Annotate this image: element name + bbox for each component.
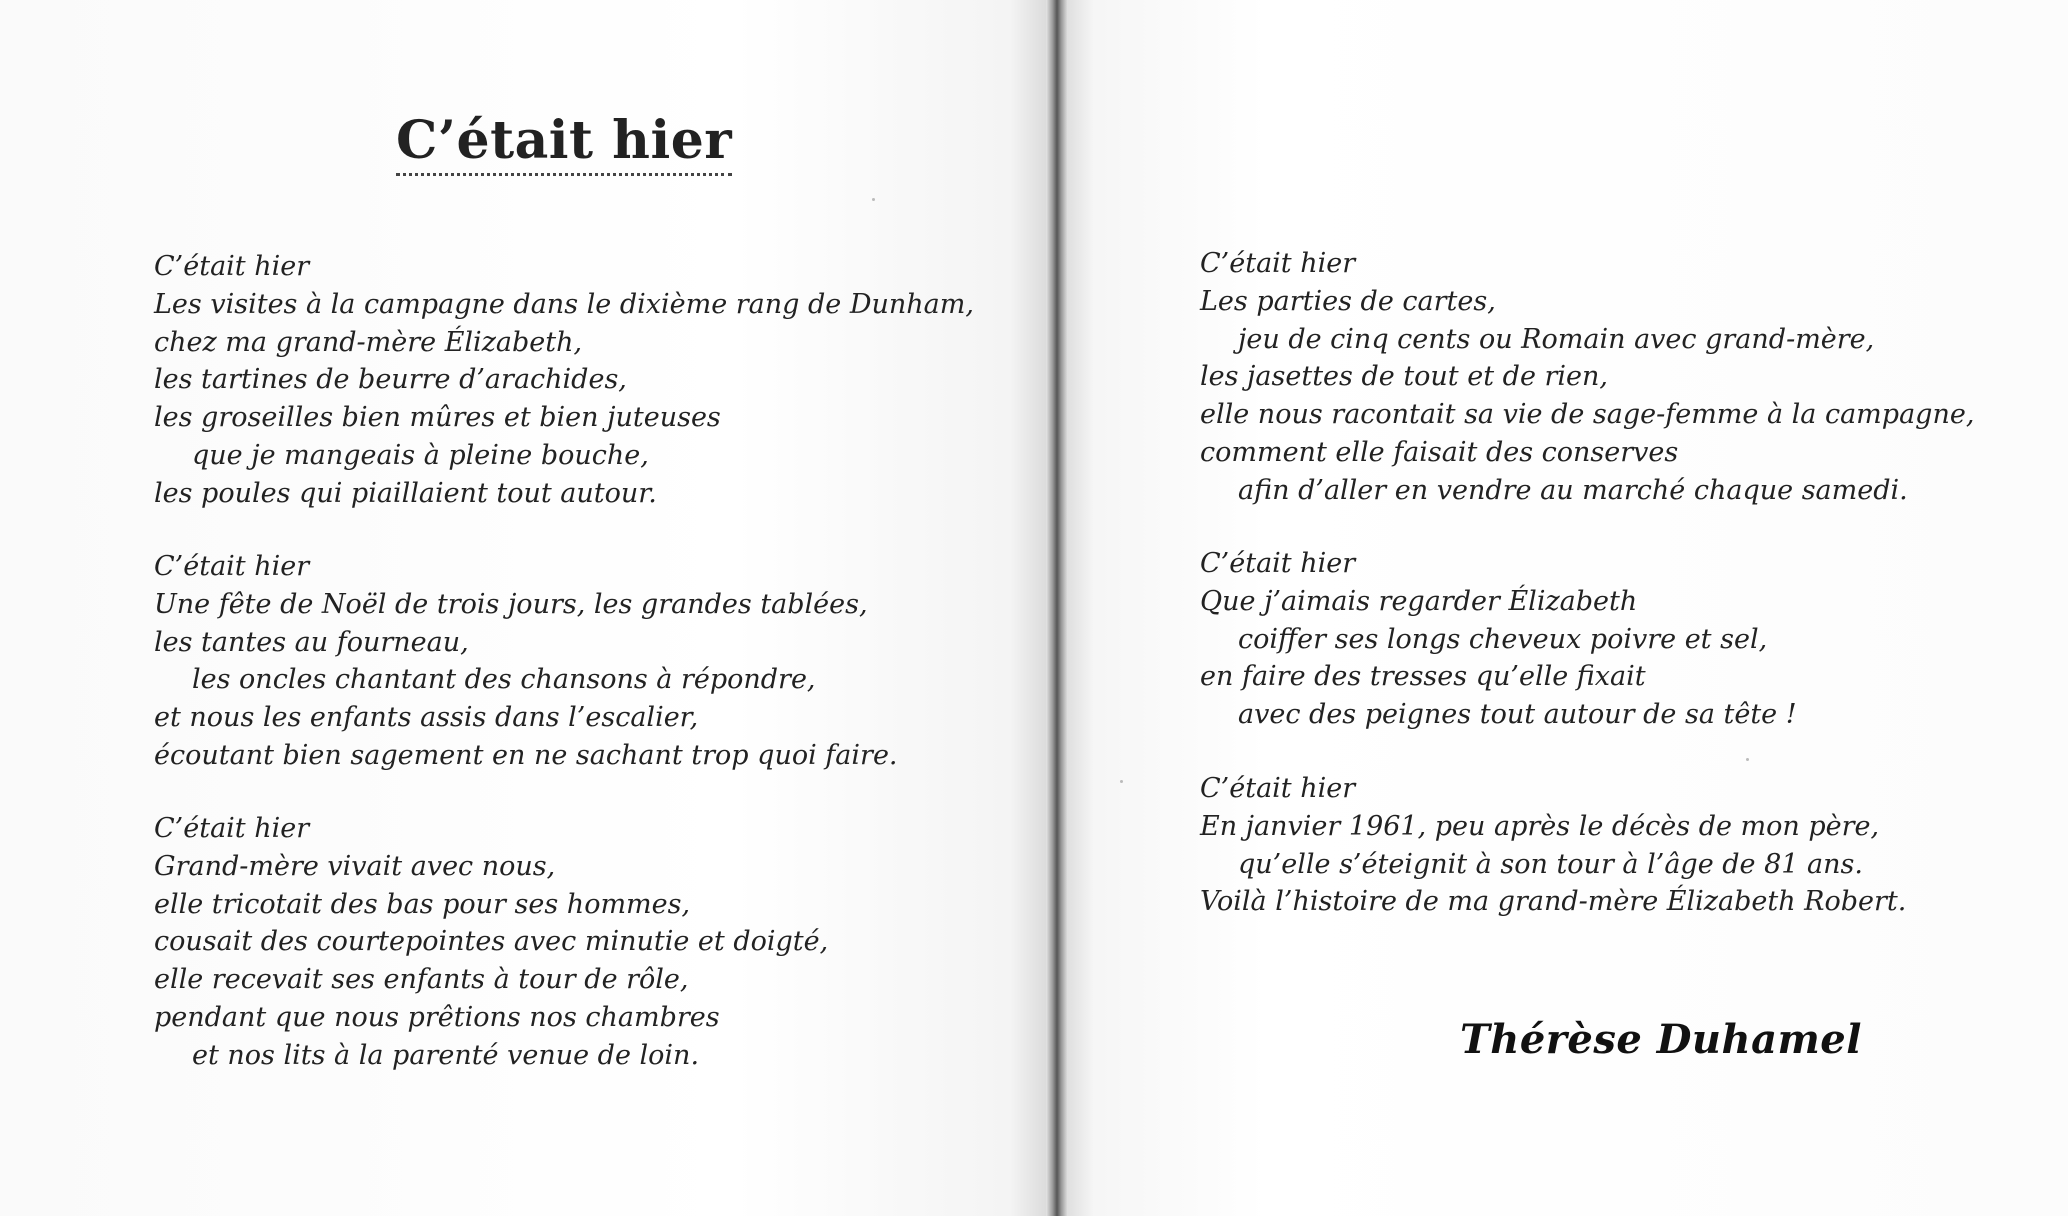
left-stanza-3 xyxy=(154,810,828,1075)
poem-line: En janvier 1961, peu après le décès de mon père, xyxy=(1200,810,1880,842)
right-stanza-1 xyxy=(1200,245,1974,510)
paper-speck xyxy=(872,198,875,201)
poem-line: que je mangeais à pleine bouche, xyxy=(192,439,649,471)
poem-line: Les visites à la campagne dans le dixième rang de Dunham, xyxy=(154,288,974,320)
poem-line: Voilà l’histoire de ma grand-mère Élizabeth Robert. xyxy=(1200,886,1907,918)
poem-line: afin d’aller en vendre au marché chaque samedi. xyxy=(1238,474,1908,506)
poem-line: jeu de cinq cents ou Romain avec grand-mère, xyxy=(1238,323,1875,355)
poem-line: écoutant bien sagement en ne sachant trop quoi faire. xyxy=(154,739,898,771)
poem-line: Grand-mère vivait avec nous, xyxy=(154,850,556,882)
poem-line: elle recevait ses enfants à tour de rôle, xyxy=(154,964,689,996)
paper-speck xyxy=(1120,780,1123,783)
poem-line: cousait des courtepointes avec minutie et doigté, xyxy=(154,926,829,958)
poem-line: les jasettes de tout et de rien, xyxy=(1200,361,1608,393)
poem-line: C’était hier xyxy=(1200,773,1356,804)
poem-line: les tantes au fourneau, xyxy=(154,626,469,658)
poem-line: les oncles chantant des chansons à répondre, xyxy=(192,664,816,696)
poem-line: C’était hier xyxy=(154,251,310,282)
poem-line: C’était hier xyxy=(1200,548,1356,579)
poem-line: chez ma grand-mère Élizabeth, xyxy=(154,326,583,358)
author-signature: Thérèse Duhamel xyxy=(1460,1016,1862,1063)
poem-title: C’était hier xyxy=(396,112,732,176)
poem-line: avec des peignes tout autour de sa tête ! xyxy=(1238,699,1797,731)
poem-line: les poules qui piaillaient tout autour. xyxy=(154,477,657,509)
poem-line: qu’elle s’éteignit à son tour à l’âge de 81 ans. xyxy=(1238,848,1863,880)
poem-line: C’était hier xyxy=(154,813,310,844)
poem-line: les groseilles bien mûres et bien juteuses xyxy=(154,402,721,434)
poem-line: comment elle faisait des conserves xyxy=(1200,436,1679,468)
right-stanza-3 xyxy=(1200,770,1906,921)
poem-line: C’était hier xyxy=(154,551,310,582)
left-stanza-1 xyxy=(154,248,974,513)
poem-line: Une fête de Noël de trois jours, les grandes tablées, xyxy=(154,588,868,620)
poem-line: C’était hier xyxy=(1200,248,1356,279)
poem-line: Les parties de cartes, xyxy=(1200,285,1496,317)
poem-line: en faire des tresses qu’elle fixait xyxy=(1200,661,1646,693)
poem-line: elle nous racontait sa vie de sage-femme à la campagne, xyxy=(1200,399,1975,431)
right-stanza-2 xyxy=(1200,545,1797,734)
poem-line: et nous les enfants assis dans l’escalier, xyxy=(154,702,699,734)
paper-speck xyxy=(1746,758,1749,761)
left-stanza-2 xyxy=(154,548,898,775)
poem-line: les tartines de beurre d’arachides, xyxy=(154,364,627,396)
poem-line: elle tricotait des bas pour ses hommes, xyxy=(154,888,691,920)
book-gutter xyxy=(1046,0,1068,1216)
poem-line: coiffer ses longs cheveux poivre et sel, xyxy=(1238,623,1768,655)
poem-line: pendant que nous prêtions nos chambres xyxy=(154,1001,720,1033)
poem-line: et nos lits à la parenté venue de loin. xyxy=(192,1039,700,1071)
poem-line: Que j’aimais regarder Élizabeth xyxy=(1200,585,1638,617)
